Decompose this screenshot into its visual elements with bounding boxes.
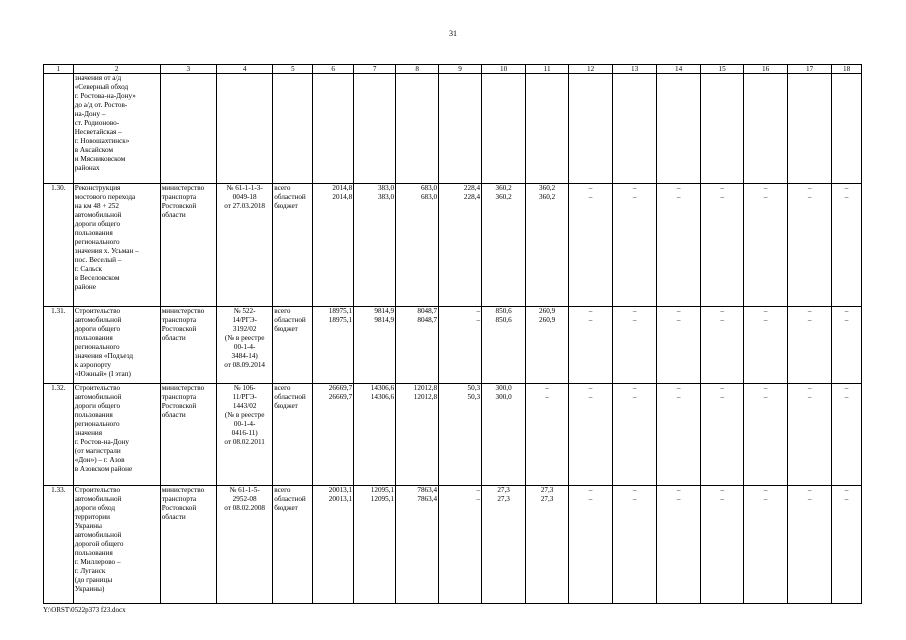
value-total: 27,3 — [497, 486, 510, 494]
continued-row — [44, 74, 862, 184]
value-regional-budget: 50,3 — [467, 393, 481, 401]
value-total: 8048,7 — [417, 307, 438, 315]
header-col: 13 — [613, 65, 657, 74]
value-regional-budget: 228,4 — [463, 193, 481, 201]
header-col: 16 — [744, 65, 788, 74]
value-regional-budget: – — [632, 393, 637, 401]
value-regional-budget: – — [676, 316, 681, 324]
header-col: 17 — [788, 65, 832, 74]
value-total: 360,2 — [495, 184, 512, 192]
value-regional-budget: – — [720, 393, 724, 401]
value-regional-budget: – — [676, 393, 681, 401]
value-cell — [396, 486, 439, 604]
value-regional-budget: – — [476, 316, 481, 324]
table-row — [44, 307, 862, 384]
value-cell — [439, 184, 482, 307]
value-cell — [439, 307, 482, 384]
value-regional-budget: 27,3 — [540, 495, 554, 503]
value-cell — [526, 486, 569, 604]
value-cell — [526, 184, 569, 307]
value-regional-budget: – — [807, 393, 812, 401]
table-row — [44, 184, 862, 307]
value-total: 2014,8 — [332, 184, 353, 192]
value-total: – — [632, 307, 637, 315]
value-total: – — [844, 486, 849, 494]
row-source: всего областной бюджет — [273, 486, 313, 604]
row-name: Строительство автомобильной дороги общего пользования регионального значения «Подъезд к аэропорту «Южный» (I этап) — [73, 307, 160, 384]
value-total: – — [676, 184, 681, 192]
header-col: 1 — [44, 65, 74, 74]
header-col: 11 — [526, 65, 569, 74]
header-col: 15 — [701, 65, 744, 74]
value-cell — [354, 307, 396, 384]
value-regional-budget: – — [588, 193, 593, 201]
header-col: 8 — [396, 65, 439, 74]
value-cell — [569, 384, 613, 486]
value-total: – — [720, 486, 724, 494]
value-regional-budget: 26669,7 — [328, 393, 353, 401]
cell-num — [44, 74, 74, 184]
value-cell — [657, 184, 701, 307]
value-total: – — [588, 307, 593, 315]
value-regional-budget: – — [807, 316, 812, 324]
value-cell — [701, 486, 744, 604]
value-total: 7863,4 — [417, 486, 438, 494]
row-customer: министерство транспорта Ростовской области — [160, 307, 216, 384]
value-total: – — [632, 184, 637, 192]
value-total: – — [844, 184, 849, 192]
value-regional-budget: – — [807, 495, 812, 503]
value-cell — [657, 486, 701, 604]
value-regional-budget: – — [844, 316, 849, 324]
value-regional-budget: 260,9 — [539, 316, 556, 324]
value-regional-budget: – — [763, 193, 768, 201]
value-total: 360,2 — [539, 184, 556, 192]
value-cell — [569, 307, 613, 384]
value-regional-budget: 18975,1 — [328, 316, 353, 324]
value-regional-budget: – — [720, 495, 724, 503]
value-cell — [613, 184, 657, 307]
value-cell — [354, 384, 396, 486]
header-col: 2 — [73, 65, 160, 74]
value-cell — [701, 384, 744, 486]
value-regional-budget: – — [588, 495, 593, 503]
value-cell — [701, 307, 744, 384]
value-regional-budget: – — [588, 316, 593, 324]
row-customer: министерство транспорта Ростовской области — [160, 184, 216, 307]
page-number: 31 — [449, 29, 457, 38]
row-expertise: № 106- 11/РГЭ- 1443/02 (№ в реестре 00-1-4- 0416-11) от 08.02.2011 — [217, 384, 273, 486]
value-cell — [396, 384, 439, 486]
value-total: 850,6 — [495, 307, 512, 315]
value-cell — [569, 184, 613, 307]
value-regional-budget: – — [632, 316, 637, 324]
value-total: – — [763, 184, 768, 192]
value-regional-budget: – — [476, 495, 481, 503]
value-cell — [482, 184, 526, 307]
value-total: 228,4 — [463, 184, 481, 192]
cell-name: значения от а/д «Северный обход г. Ростова-на-Дону» до а/д от. Ростов- на-Дону – ст. Родионово- Несветайская – г. Новошахтинск» в Аксайском и Мясниковском районах — [73, 74, 160, 184]
value-regional-budget: 2014,8 — [332, 193, 353, 201]
value-regional-budget: 27,3 — [497, 495, 510, 503]
value-total: – — [632, 486, 637, 494]
value-cell — [354, 486, 396, 604]
value-total: 260,9 — [539, 307, 556, 315]
value-cell — [788, 307, 832, 384]
value-total: – — [763, 384, 768, 392]
value-regional-budget: – — [632, 495, 637, 503]
value-cell — [832, 384, 862, 486]
value-cell — [439, 384, 482, 486]
value-cell — [396, 307, 439, 384]
value-cell — [832, 486, 862, 604]
value-regional-budget: – — [844, 495, 849, 503]
value-regional-budget: 12012,8 — [413, 393, 438, 401]
value-regional-budget: – — [588, 393, 593, 401]
value-regional-budget: – — [545, 393, 549, 401]
value-regional-budget: 8048,7 — [417, 316, 438, 324]
value-cell — [744, 384, 788, 486]
value-cell — [832, 184, 862, 307]
value-total: – — [807, 384, 812, 392]
value-regional-budget: 300,0 — [495, 393, 512, 401]
value-total: – — [588, 384, 593, 392]
value-cell — [613, 307, 657, 384]
value-cell — [657, 307, 701, 384]
value-regional-budget: 383,0 — [377, 193, 395, 201]
value-total: – — [676, 307, 681, 315]
value-total: – — [588, 184, 593, 192]
value-cell — [788, 486, 832, 604]
value-total: 26669,7 — [328, 384, 353, 392]
row-expertise: № 61-1-1-3- 0049-18 от 27.03.2018 — [217, 184, 273, 307]
value-regional-budget: 9814,9 — [374, 316, 395, 324]
value-cell — [482, 384, 526, 486]
value-cell — [613, 486, 657, 604]
value-total: 20013,1 — [328, 486, 353, 494]
value-total: – — [720, 384, 724, 392]
value-regional-budget: – — [763, 495, 768, 503]
row-expertise: № 522- 14/РГЭ- 3192/02 (№ в реестре 00-1-4- 3484-14) от 08.09.2014 — [217, 307, 273, 384]
value-total: – — [545, 384, 549, 392]
value-regional-budget: – — [676, 495, 681, 503]
row-number: 1.33. — [44, 486, 74, 604]
value-total: 50,3 — [467, 384, 481, 392]
value-regional-budget: 20013,1 — [328, 495, 353, 503]
value-cell — [482, 486, 526, 604]
value-regional-budget: – — [807, 193, 812, 201]
value-regional-budget: – — [844, 193, 849, 201]
row-name: Строительство автомобильной дороги общего пользования регионального значения г. Ростов-на-Дону (от магистрали «Дон») – г. Азов в Азовском районе — [73, 384, 160, 486]
value-regional-budget: 683,0 — [420, 193, 438, 201]
value-regional-budget: 14306,6 — [370, 393, 395, 401]
value-total: – — [807, 307, 812, 315]
value-total: – — [844, 384, 849, 392]
value-total: – — [844, 307, 849, 315]
value-cell — [313, 486, 354, 604]
row-number: 1.30. — [44, 184, 74, 307]
value-cell — [788, 384, 832, 486]
value-regional-budget: 360,2 — [495, 193, 512, 201]
value-cell — [313, 384, 354, 486]
value-total: – — [676, 486, 681, 494]
value-cell — [744, 486, 788, 604]
value-cell — [744, 184, 788, 307]
value-cell — [354, 184, 396, 307]
value-cell — [657, 384, 701, 486]
value-total: – — [763, 307, 768, 315]
value-regional-budget: – — [763, 316, 768, 324]
header-col: 12 — [569, 65, 613, 74]
value-regional-budget: – — [676, 193, 681, 201]
value-total: 683,0 — [420, 184, 438, 192]
value-total: 12012,8 — [413, 384, 438, 392]
value-cell — [569, 486, 613, 604]
value-total: – — [807, 486, 812, 494]
value-total: – — [763, 486, 768, 494]
value-cell — [439, 486, 482, 604]
value-cell — [788, 184, 832, 307]
header-col: 18 — [832, 65, 862, 74]
value-cell — [396, 184, 439, 307]
value-regional-budget: 7863,4 — [417, 495, 438, 503]
value-cell — [482, 307, 526, 384]
value-total: – — [588, 486, 593, 494]
row-source: всего областной бюджет — [273, 384, 313, 486]
row-name: Строительство автомобильной дороги обход территории Украины автомобильной дорогой общего пользования г. Миллерово – г. Луганск (до границы Украины) — [73, 486, 160, 604]
row-customer: министерство транспорта Ростовской области — [160, 384, 216, 486]
value-regional-budget: 850,6 — [495, 316, 512, 324]
row-name: Реконструкция мостового перехода на км 48 + 252 автомобильной дороги общего пользования регионального значения х. Усьман – пос. Веселый – г. Сальск в Веселовском районе — [73, 184, 160, 307]
value-total: 14306,6 — [370, 384, 395, 392]
header-col: 7 — [354, 65, 396, 74]
table-row — [44, 384, 862, 486]
value-cell — [313, 184, 354, 307]
value-total: – — [676, 384, 681, 392]
value-total: – — [476, 307, 481, 315]
value-cell — [526, 307, 569, 384]
value-regional-budget: – — [763, 393, 768, 401]
row-customer: министерство транспорта Ростовской области — [160, 486, 216, 604]
header-col: 5 — [273, 65, 313, 74]
value-cell — [701, 184, 744, 307]
value-cell — [832, 307, 862, 384]
value-total: – — [632, 384, 637, 392]
value-total: – — [476, 486, 481, 494]
row-expertise: № 61-1-5- 2952-08 от 08.02.2008 — [217, 486, 273, 604]
value-total: 300,0 — [495, 384, 512, 392]
header-col: 3 — [160, 65, 216, 74]
header-col: 6 — [313, 65, 354, 74]
value-regional-budget: 360,2 — [539, 193, 556, 201]
header-col: 14 — [657, 65, 701, 74]
value-total: 383,0 — [377, 184, 395, 192]
value-total: – — [807, 184, 812, 192]
footer-path: Y:\ORST\0522p373 f23.docx — [43, 606, 126, 614]
value-total: 9814,9 — [374, 307, 395, 315]
program-table — [43, 64, 862, 604]
row-source: всего областной бюджет — [273, 184, 313, 307]
header-col: 9 — [439, 65, 482, 74]
header-col: 4 — [217, 65, 273, 74]
value-cell — [313, 307, 354, 384]
row-source: всего областной бюджет — [273, 307, 313, 384]
value-cell — [613, 384, 657, 486]
value-regional-budget: – — [844, 393, 849, 401]
value-regional-budget: – — [720, 193, 724, 201]
table-row — [44, 486, 862, 604]
value-cell — [744, 307, 788, 384]
header-col: 10 — [482, 65, 526, 74]
value-cell — [526, 384, 569, 486]
value-total: – — [720, 184, 724, 192]
value-total: 18975,1 — [328, 307, 353, 315]
value-total: 27,3 — [540, 486, 554, 494]
value-regional-budget: – — [632, 193, 637, 201]
value-regional-budget: – — [720, 316, 724, 324]
value-total: 12095,1 — [370, 486, 395, 494]
value-regional-budget: 12095,1 — [370, 495, 395, 503]
row-number: 1.31. — [44, 307, 74, 384]
row-number: 1.32. — [44, 384, 74, 486]
value-total: – — [720, 307, 724, 315]
header-row — [44, 65, 862, 74]
